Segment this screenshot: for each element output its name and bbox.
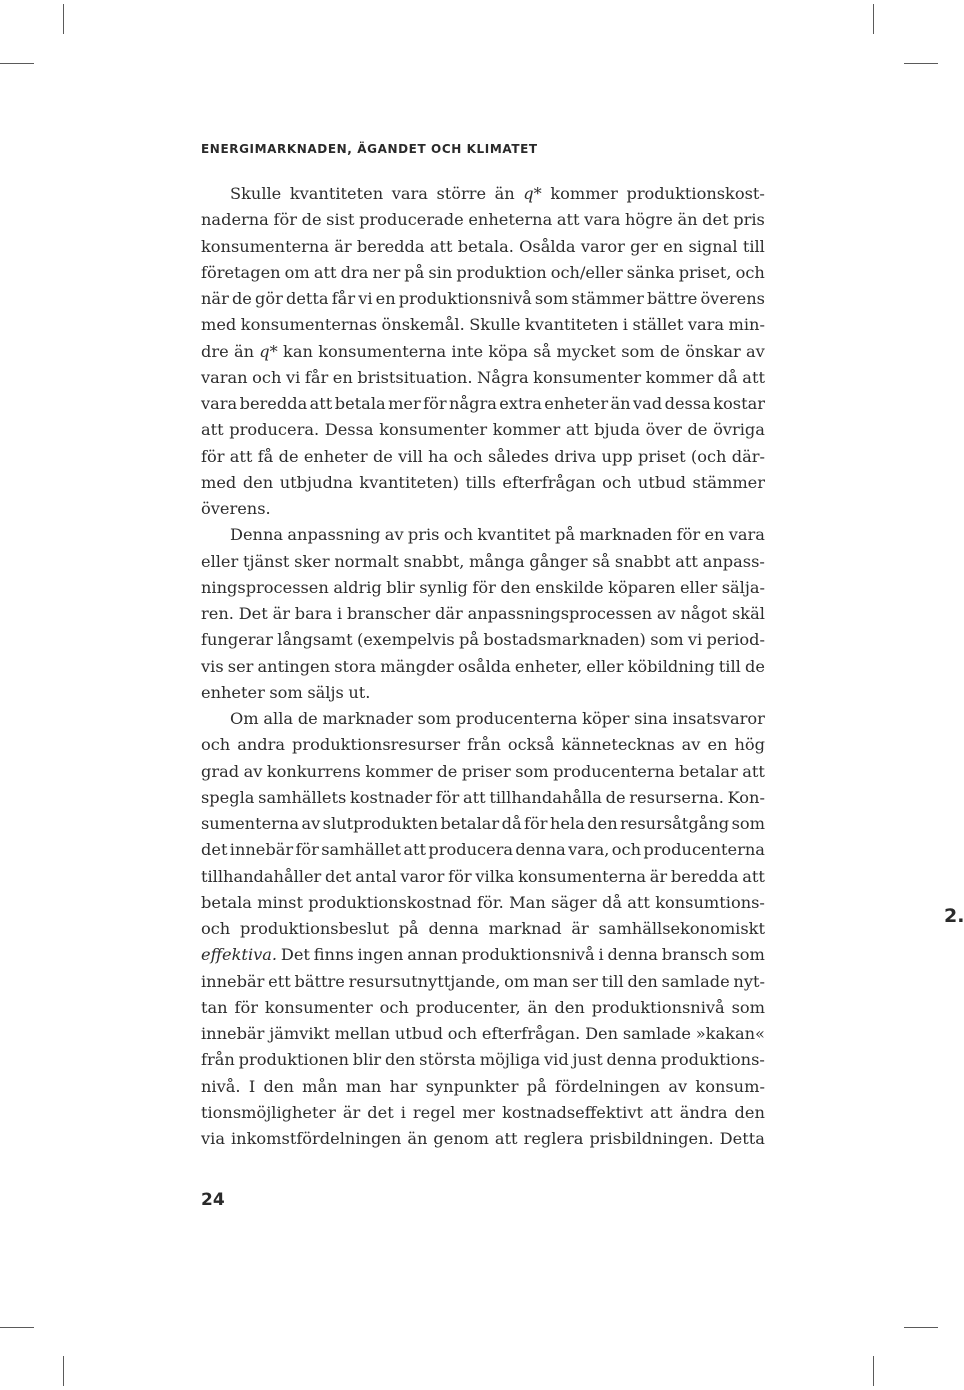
crop-mark xyxy=(873,4,874,34)
text-line: överens. xyxy=(201,499,271,518)
text-line: eller tjänst sker normalt snabbt, många gånger så snabbt att anpass- xyxy=(201,551,765,571)
text-line: varan och vi får en bristsituation. Några konsumenter kommer då att xyxy=(201,367,765,387)
text-line: innebär jämvikt mellan utbud och efterfrågan. Den samlade »kakan« xyxy=(201,1024,765,1043)
text-line: och produktionsbeslut på denna marknad är samhällsekonomiskt xyxy=(201,919,765,938)
crop-mark xyxy=(904,63,938,64)
text-line: för att få de enheter de vill ha och således driva upp priset (och där- xyxy=(201,446,765,466)
crop-mark xyxy=(873,1356,874,1386)
text-line: tionsmöjligheter är det i regel mer kostnadseffektivt att ändra den xyxy=(201,1102,765,1122)
text-line: från produktionen blir den största möjliga vid just denna produktions- xyxy=(201,1050,765,1070)
text-line: tan för konsumenter och producenter, än den produktionsnivå som xyxy=(201,997,765,1017)
crop-mark xyxy=(0,1327,34,1328)
text-line: vara beredda att betala mer för några extra enheter än vad dessa kostar xyxy=(201,394,765,413)
text-line: enheter som säljs ut. xyxy=(201,682,371,702)
page-number: 24 xyxy=(201,1190,225,1210)
running-head: ENERGIMARKNADEN, ÄGANDET OCH KLIMATET xyxy=(201,142,538,156)
text-line: Om alla de marknader som producenterna köper sina insatsvaror xyxy=(230,709,765,728)
text-line: och andra produktionsresurser från också kännetecknas av en hög xyxy=(201,735,765,755)
text-line: fungerar långsamt (exempelvis på bostadsmarknaden) som vi period- xyxy=(201,630,765,650)
text-line: vis ser antingen stora mängder osålda enheter, eller köbildning till de xyxy=(201,656,765,676)
body-text xyxy=(201,181,765,1152)
text-line: tillhandahåller det antal varor för vilka konsumenterna är beredda att xyxy=(201,866,765,886)
text-line: nivå. I den mån man har synpunkter på fördelningen av konsum- xyxy=(201,1076,765,1096)
text-line: ningsprocessen aldrig blir synlig för den enskilde köparen eller sälja- xyxy=(201,577,765,597)
text-line: företagen om att dra ner på sin produktion och/eller sänka priset, och xyxy=(201,262,765,282)
crop-mark xyxy=(0,63,34,64)
text-line: ren. Det är bara i branscher där anpassningsprocessen av något skäl xyxy=(201,604,765,623)
crop-mark xyxy=(63,1356,64,1386)
text-line: Skulle kvantiteten vara större än q* kommer produktionskost- xyxy=(230,184,765,203)
text-line: effektiva. Det finns ingen annan produktionsnivå i denna bransch som xyxy=(201,945,765,965)
crop-mark xyxy=(63,4,64,34)
text-line: via inkomstfördelningen än genom att reglera prisbildningen. Detta xyxy=(201,1129,765,1148)
text-line: det innebär för samhället att producera denna vara, och producenterna xyxy=(201,840,765,860)
text-line: Denna anpassning av pris och kvantitet på marknaden för en vara xyxy=(230,525,765,545)
text-line: spegla samhällets kostnader för att tillhandahålla de resurserna. Kon- xyxy=(201,787,765,807)
text-line: dre än q* kan konsumenterna inte köpa så mycket som de önskar av xyxy=(201,341,765,361)
crop-mark xyxy=(904,1327,938,1328)
text-line: att producera. Dessa konsumenter kommer att bjuda över de övriga xyxy=(201,420,765,440)
text-line: konsumenterna är beredda att betala. Osålda varor ger en signal till xyxy=(201,236,765,256)
text-line: grad av konkurrens kommer de priser som producenterna betalar att xyxy=(201,761,765,781)
text-line: med konsumenternas önskemål. Skulle kvantiteten i stället vara min- xyxy=(201,315,765,335)
chapter-marker: 2. xyxy=(944,905,964,927)
text-line: innebär ett bättre resursutnyttjande, om man ser till den samlade nyt- xyxy=(201,971,765,991)
text-line: när de gör detta får vi en produktionsnivå som stämmer bättre överens xyxy=(201,289,765,308)
text-line: betala minst produktionskostnad för. Man säger då att konsumtions- xyxy=(201,892,765,912)
text-line: naderna för de sist producerade enheterna att vara högre än det pris xyxy=(201,210,765,230)
text-line: med den utbjudna kvantiteten) tills efterfrågan och utbud stämmer xyxy=(201,472,765,492)
text-line: sumenterna av slutprodukten betalar då för hela den resursåtgång som xyxy=(201,814,765,833)
